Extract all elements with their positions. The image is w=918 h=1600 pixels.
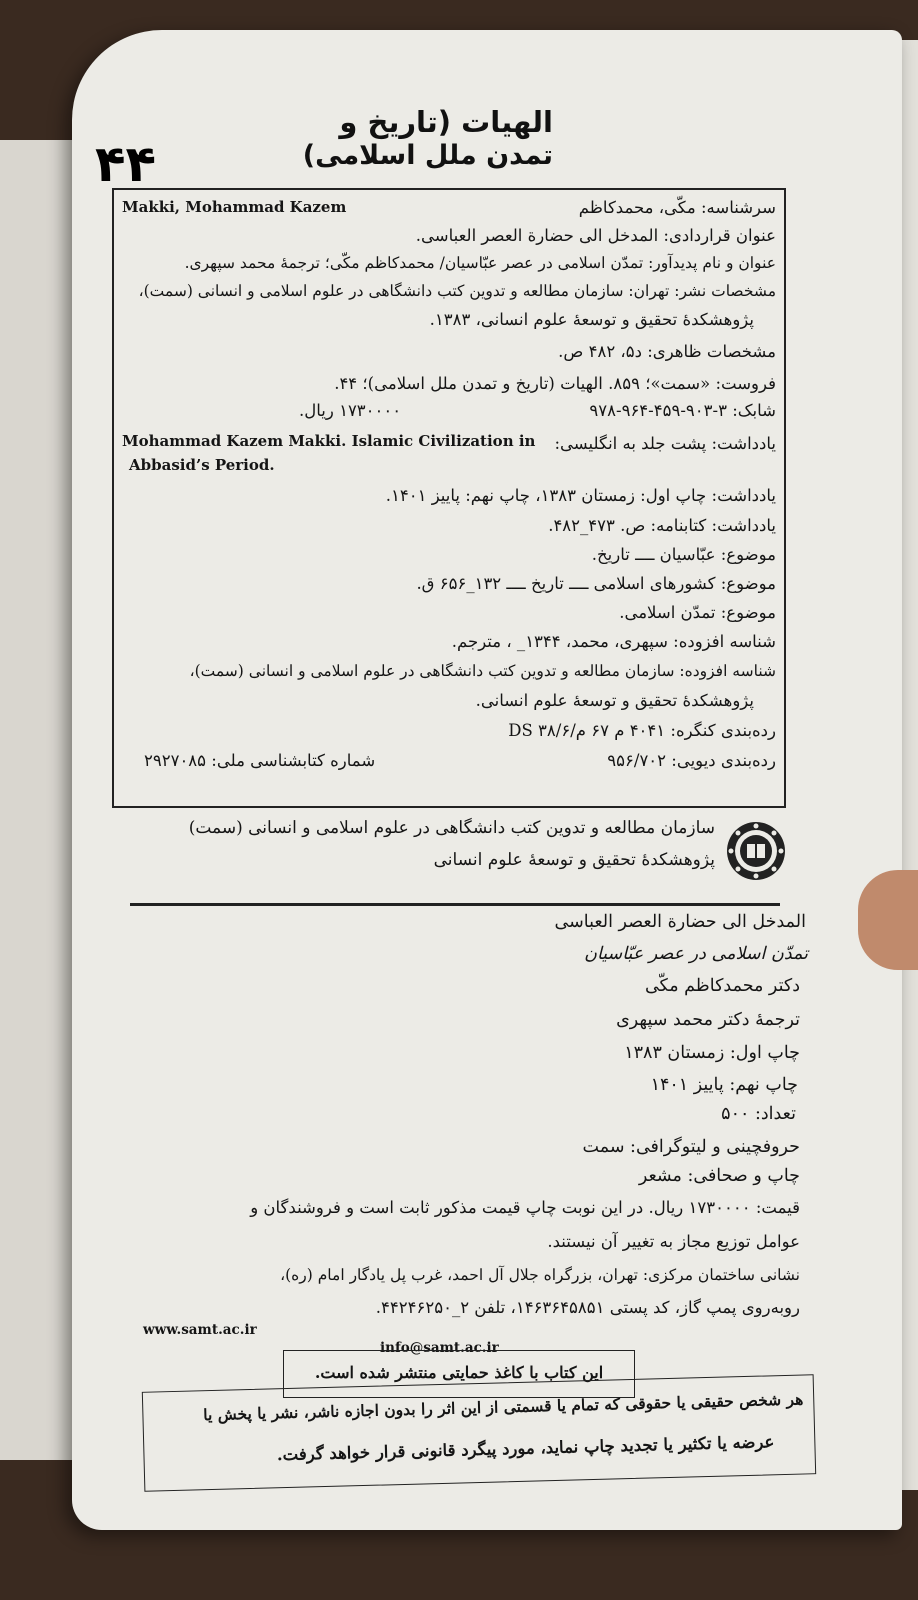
cip-line: موضوع: کشورهای اسلامی ــــ تاریخ ــــ ۱۳۲_۶۵۶ ق. bbox=[416, 574, 776, 593]
cip-line: شناسه افزوده: سپهری، محمد، ۱۳۴۴_ ، مترجم. bbox=[451, 632, 776, 651]
address-phone-line: روبه‌روی پمپ گاز، کد پستی ۱۴۶۳۶۴۵۸۵۱، تلفن ۲_۴۴۲۴۶۲۵۰. bbox=[375, 1298, 800, 1317]
samt-logo-icon bbox=[725, 820, 787, 882]
first-edition-line: چاپ اول: زمستان ۱۳۸۳ bbox=[624, 1043, 800, 1063]
email-link[interactable]: info@samt.ac.ir bbox=[380, 1340, 499, 1356]
cip-line: شابک: ۳-۹۰۳-۴۵۹-۹۶۴-۹۷۸ bbox=[589, 401, 776, 420]
cip-line: مشخصات نشر: تهران: سازمان مطالعه و تدوین کتب دانشگاهی در علوم اسلامی و انسانی (سمت)، bbox=[138, 282, 776, 300]
cip-line: سرشناسه: مکّی، محمدکاظم bbox=[578, 198, 776, 217]
cip-record-box bbox=[112, 188, 786, 808]
cip-line: عنوان و نام پدیدآور: تمدّن اسلامی در عصر عبّاسیان/ محمدکاظم مکّی؛ ترجمۀ محمد سپهری. bbox=[184, 254, 776, 272]
publisher-institute: پژوهشکدۀ تحقیق و توسعۀ علوم انسانی bbox=[433, 850, 715, 870]
website-link[interactable]: www.samt.ac.ir bbox=[143, 1322, 257, 1338]
printing-line: چاپ و صحافی: مشعر bbox=[638, 1166, 800, 1186]
copyright-line1: هر شخص حقیقی یا حقوقی که تمام یا قسمتی از این اثر را بدون اجازه ناشر، نشر یا پخش یا bbox=[203, 1389, 804, 1425]
volume-number: ۴۴ bbox=[95, 135, 157, 193]
ninth-edition-line: چاپ نهم: پاییز ۱۴۰۱ bbox=[650, 1075, 798, 1095]
price-line: قیمت: ۱۷۳۰۰۰۰ ریال. در این نوبت چاپ قیمت مذکور ثابت است و فروشندگان و bbox=[250, 1198, 800, 1217]
publisher-block bbox=[120, 818, 715, 870]
thumb bbox=[858, 870, 918, 970]
typesetting-line: حروفچینی و لیتوگرافی: سمت bbox=[582, 1137, 800, 1157]
arabic-title: المدخل الی حضارة العصر العباسی bbox=[554, 912, 806, 932]
copyright-notice-box bbox=[142, 1374, 816, 1492]
translator-line: ترجمۀ دکتر محمد سپهری bbox=[616, 1010, 800, 1030]
series-title-line2: تمدن ملل اسلامی) bbox=[302, 140, 553, 171]
price-cip: ۱۷۳۰۰۰۰ ریال. bbox=[299, 401, 402, 420]
cip-line: فروست: «سمت»؛ ۸۵۹. الهیات (تاریخ و تمدن ملل اسلامی)؛ ۴۴. bbox=[334, 374, 776, 393]
cip-line: شناسه افزوده: سازمان مطالعه و تدوین کتب دانشگاهی در علوم اسلامی و انسانی (سمت)، bbox=[189, 662, 776, 680]
cip-line: یادداشت: کتابنامه: ص. ۴۷۳_۴۸۲. bbox=[548, 516, 776, 535]
cip-line: موضوع: عبّاسیان ــــ تاریخ. bbox=[591, 545, 776, 564]
copyright-line2: عرضه یا تکثیر یا تجدید چاپ نماید، مورد پیگرد قانونی قرار خواهد گرفت. bbox=[276, 1432, 775, 1465]
national-bib-number: شماره کتابشناسی ملی: ۲۹۲۷۰۸۵ bbox=[144, 751, 376, 770]
recycled-paper-text: این کتاب با کاغذ حمایتی منتشر شده است. bbox=[314, 1363, 604, 1382]
cip-line: یادداشت: چاپ اول: زمستان ۱۳۸۳، چاپ نهم: پاییز ۱۴۰۱. bbox=[385, 486, 776, 505]
address-line: نشانی ساختمان مرکزی: تهران، بزرگراه جلال آل احمد، غرب پل یادگار امام (ره)، bbox=[280, 1266, 800, 1284]
cip-line: پژوهشکدۀ تحقیق و توسعۀ علوم انسانی. bbox=[475, 691, 754, 710]
english-title-line1: Mohammad Kazem Makki. Islamic Civilization in bbox=[122, 432, 536, 450]
cip-line: عنوان قراردادی: المدخل الی حضارة العصر العباسی. bbox=[415, 226, 776, 245]
author-latin-name: Makki, Mohammad Kazem bbox=[122, 198, 347, 216]
publisher-name: سازمان مطالعه و تدوین کتب دانشگاهی در علوم اسلامی و انسانی (سمت) bbox=[188, 818, 715, 838]
cip-line: رده‌بندی دیویی: ۹۵۶/۷۰۲ bbox=[607, 751, 776, 770]
cip-line: رده‌بندی کنگره: ۴۰۴۱ م ۶۷ م/۳۸/۶ DS bbox=[508, 721, 776, 740]
cip-line: موضوع: تمدّن اسلامی. bbox=[619, 603, 776, 622]
divider bbox=[130, 903, 780, 906]
cip-line: پژوهشکدۀ تحقیق و توسعۀ علوم انسانی، ۱۳۸۳. bbox=[429, 310, 754, 329]
cip-line: مشخصات ظاهری: د۵، ۴۸۲ ص. bbox=[558, 342, 776, 361]
print-run-line: تعداد: ۵۰۰ bbox=[721, 1104, 796, 1124]
cip-line: یادداشت: پشت جلد به انگلیسی: bbox=[554, 434, 776, 453]
series-title-line1: الهیات (تاریخ و bbox=[339, 105, 553, 139]
author-line: دکتر محمدکاظم مکّی bbox=[644, 976, 800, 996]
english-title-line2: Abbasid’s Period. bbox=[129, 456, 275, 474]
price-note-line: عوامل توزیع مجاز به تغییر آن نیستند. bbox=[547, 1232, 800, 1251]
persian-title: تمدّن اسلامی در عصر عبّاسیان bbox=[584, 944, 808, 964]
